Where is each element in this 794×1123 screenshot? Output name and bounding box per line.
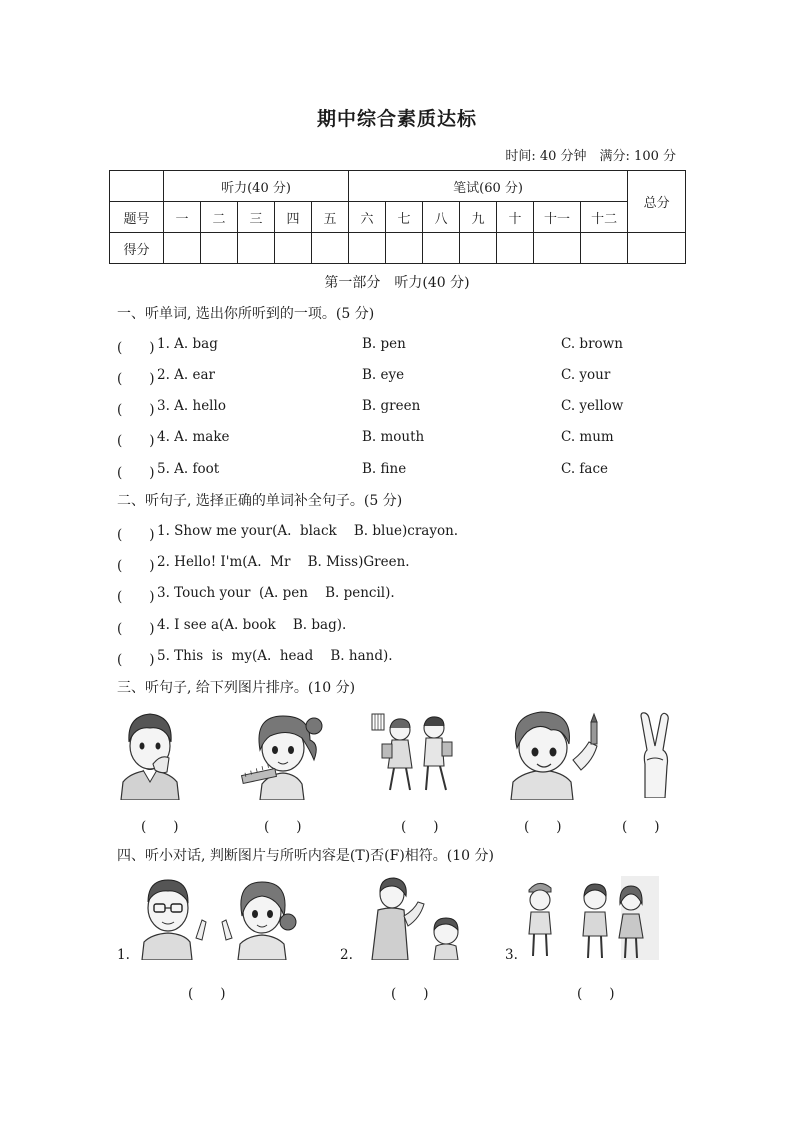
picture-number-label: 3. — [505, 947, 518, 963]
question-number: 五 — [312, 202, 349, 233]
score-cell[interactable] — [275, 233, 312, 264]
listening-header: 听力(40 分) — [164, 171, 349, 202]
answer-paren[interactable]: ( ) — [524, 819, 562, 835]
sentence: 4. I see a(A. book B. bag). — [157, 617, 347, 633]
question-number: 十 — [497, 202, 534, 233]
score-cell[interactable] — [534, 233, 581, 264]
section1-heading: 一、听单词, 选出你所听到的一项。(5 分) — [117, 306, 375, 322]
score-table — [109, 170, 686, 264]
total-header: 总分 — [628, 171, 686, 233]
girl-with-ruler-picture — [240, 710, 326, 800]
score-cell[interactable] — [312, 233, 349, 264]
option-a: 3. A. hello — [157, 398, 226, 414]
answer-paren[interactable]: ( ) — [117, 589, 155, 605]
option-b: B. pen — [362, 336, 406, 352]
question-number: 十一 — [534, 202, 581, 233]
option-c: C. face — [561, 461, 609, 477]
answer-paren[interactable]: ( ) — [391, 986, 429, 1002]
teacher-and-girl-waving-picture — [132, 876, 312, 960]
question-number: 三 — [238, 202, 275, 233]
option-a: 2. A. ear — [157, 367, 215, 383]
answer-paren[interactable]: ( ) — [264, 819, 302, 835]
question-number: 一 — [164, 202, 201, 233]
answer-paren[interactable]: ( ) — [117, 621, 155, 637]
exam-time-and-score: 时间: 40 分钟 满分: 100 分 — [505, 149, 676, 164]
option-a: 4. A. make — [157, 429, 230, 445]
option-b: B. fine — [362, 461, 407, 477]
section2-heading: 二、听句子, 选择正确的单词补全句子。(5 分) — [117, 493, 403, 509]
answer-paren[interactable]: ( ) — [117, 527, 155, 543]
score-cell[interactable] — [201, 233, 238, 264]
answer-paren[interactable]: ( ) — [117, 433, 155, 449]
answer-paren[interactable]: ( ) — [117, 652, 155, 668]
sentence: 5. This is my(A. head B. hand). — [157, 648, 393, 664]
option-c: C. yellow — [561, 398, 624, 414]
part-one-title: 第一部分 听力(40 分) — [324, 275, 470, 291]
score-cell[interactable] — [423, 233, 460, 264]
score-cell[interactable] — [164, 233, 201, 264]
answer-paren[interactable]: ( ) — [117, 558, 155, 574]
score-cell[interactable] — [460, 233, 497, 264]
option-c: C. your — [561, 367, 611, 383]
score-cell[interactable] — [349, 233, 386, 264]
answer-paren[interactable]: ( ) — [117, 340, 155, 356]
answer-paren[interactable]: ( ) — [117, 402, 155, 418]
question-number: 二 — [201, 202, 238, 233]
answer-paren[interactable]: ( ) — [622, 819, 660, 835]
option-b: B. mouth — [362, 429, 425, 445]
score-cell[interactable] — [497, 233, 534, 264]
two-fingers-hand-picture — [637, 710, 673, 798]
section3-heading: 三、听句子, 给下列图片排序。(10 分) — [117, 680, 356, 696]
answer-paren[interactable]: ( ) — [577, 986, 615, 1002]
score-cell[interactable] — [386, 233, 423, 264]
question-number: 八 — [423, 202, 460, 233]
boy-whispering-picture — [117, 708, 183, 800]
sentence: 2. Hello! I'm(A. Mr B. Miss)Green. — [157, 554, 410, 570]
total-score-cell[interactable] — [628, 233, 686, 264]
sentence: 1. Show me your(A. black B. blue)crayon. — [157, 523, 459, 539]
option-b: B. eye — [362, 367, 405, 383]
row-label-number: 题号 — [110, 202, 164, 233]
woman-and-boy-picture — [352, 876, 472, 960]
question-number: 四 — [275, 202, 312, 233]
option-c: C. brown — [561, 336, 623, 352]
question-number: 十二 — [581, 202, 628, 233]
row-label-score: 得分 — [110, 233, 164, 264]
three-kids-picture — [523, 876, 661, 960]
page-title: 期中综合素质达标 — [316, 108, 477, 130]
answer-paren[interactable]: ( ) — [401, 819, 439, 835]
score-table-corner — [110, 171, 164, 202]
picture-number-label: 2. — [340, 947, 353, 963]
boy-with-crayon-picture — [503, 708, 607, 800]
question-number: 七 — [386, 202, 423, 233]
writing-header: 笔试(60 分) — [349, 171, 628, 202]
answer-paren[interactable]: ( ) — [117, 371, 155, 387]
answer-paren[interactable]: ( ) — [117, 465, 155, 481]
question-number: 九 — [460, 202, 497, 233]
question-number: 六 — [349, 202, 386, 233]
option-b: B. green — [362, 398, 421, 414]
answer-paren[interactable]: ( ) — [188, 986, 226, 1002]
option-a: 1. A. bag — [157, 336, 218, 352]
section4-heading: 四、听小对话, 判断图片与所听内容是(T)否(F)相符。(10 分) — [117, 848, 494, 864]
option-c: C. mum — [561, 429, 614, 445]
score-cell[interactable] — [238, 233, 275, 264]
kids-walking-picture — [370, 710, 466, 798]
answer-paren[interactable]: ( ) — [141, 819, 179, 835]
sentence: 3. Touch your (A. pen B. pencil). — [157, 585, 395, 601]
score-cell[interactable] — [581, 233, 628, 264]
option-a: 5. A. foot — [157, 461, 220, 477]
picture-number-label: 1. — [117, 947, 130, 963]
